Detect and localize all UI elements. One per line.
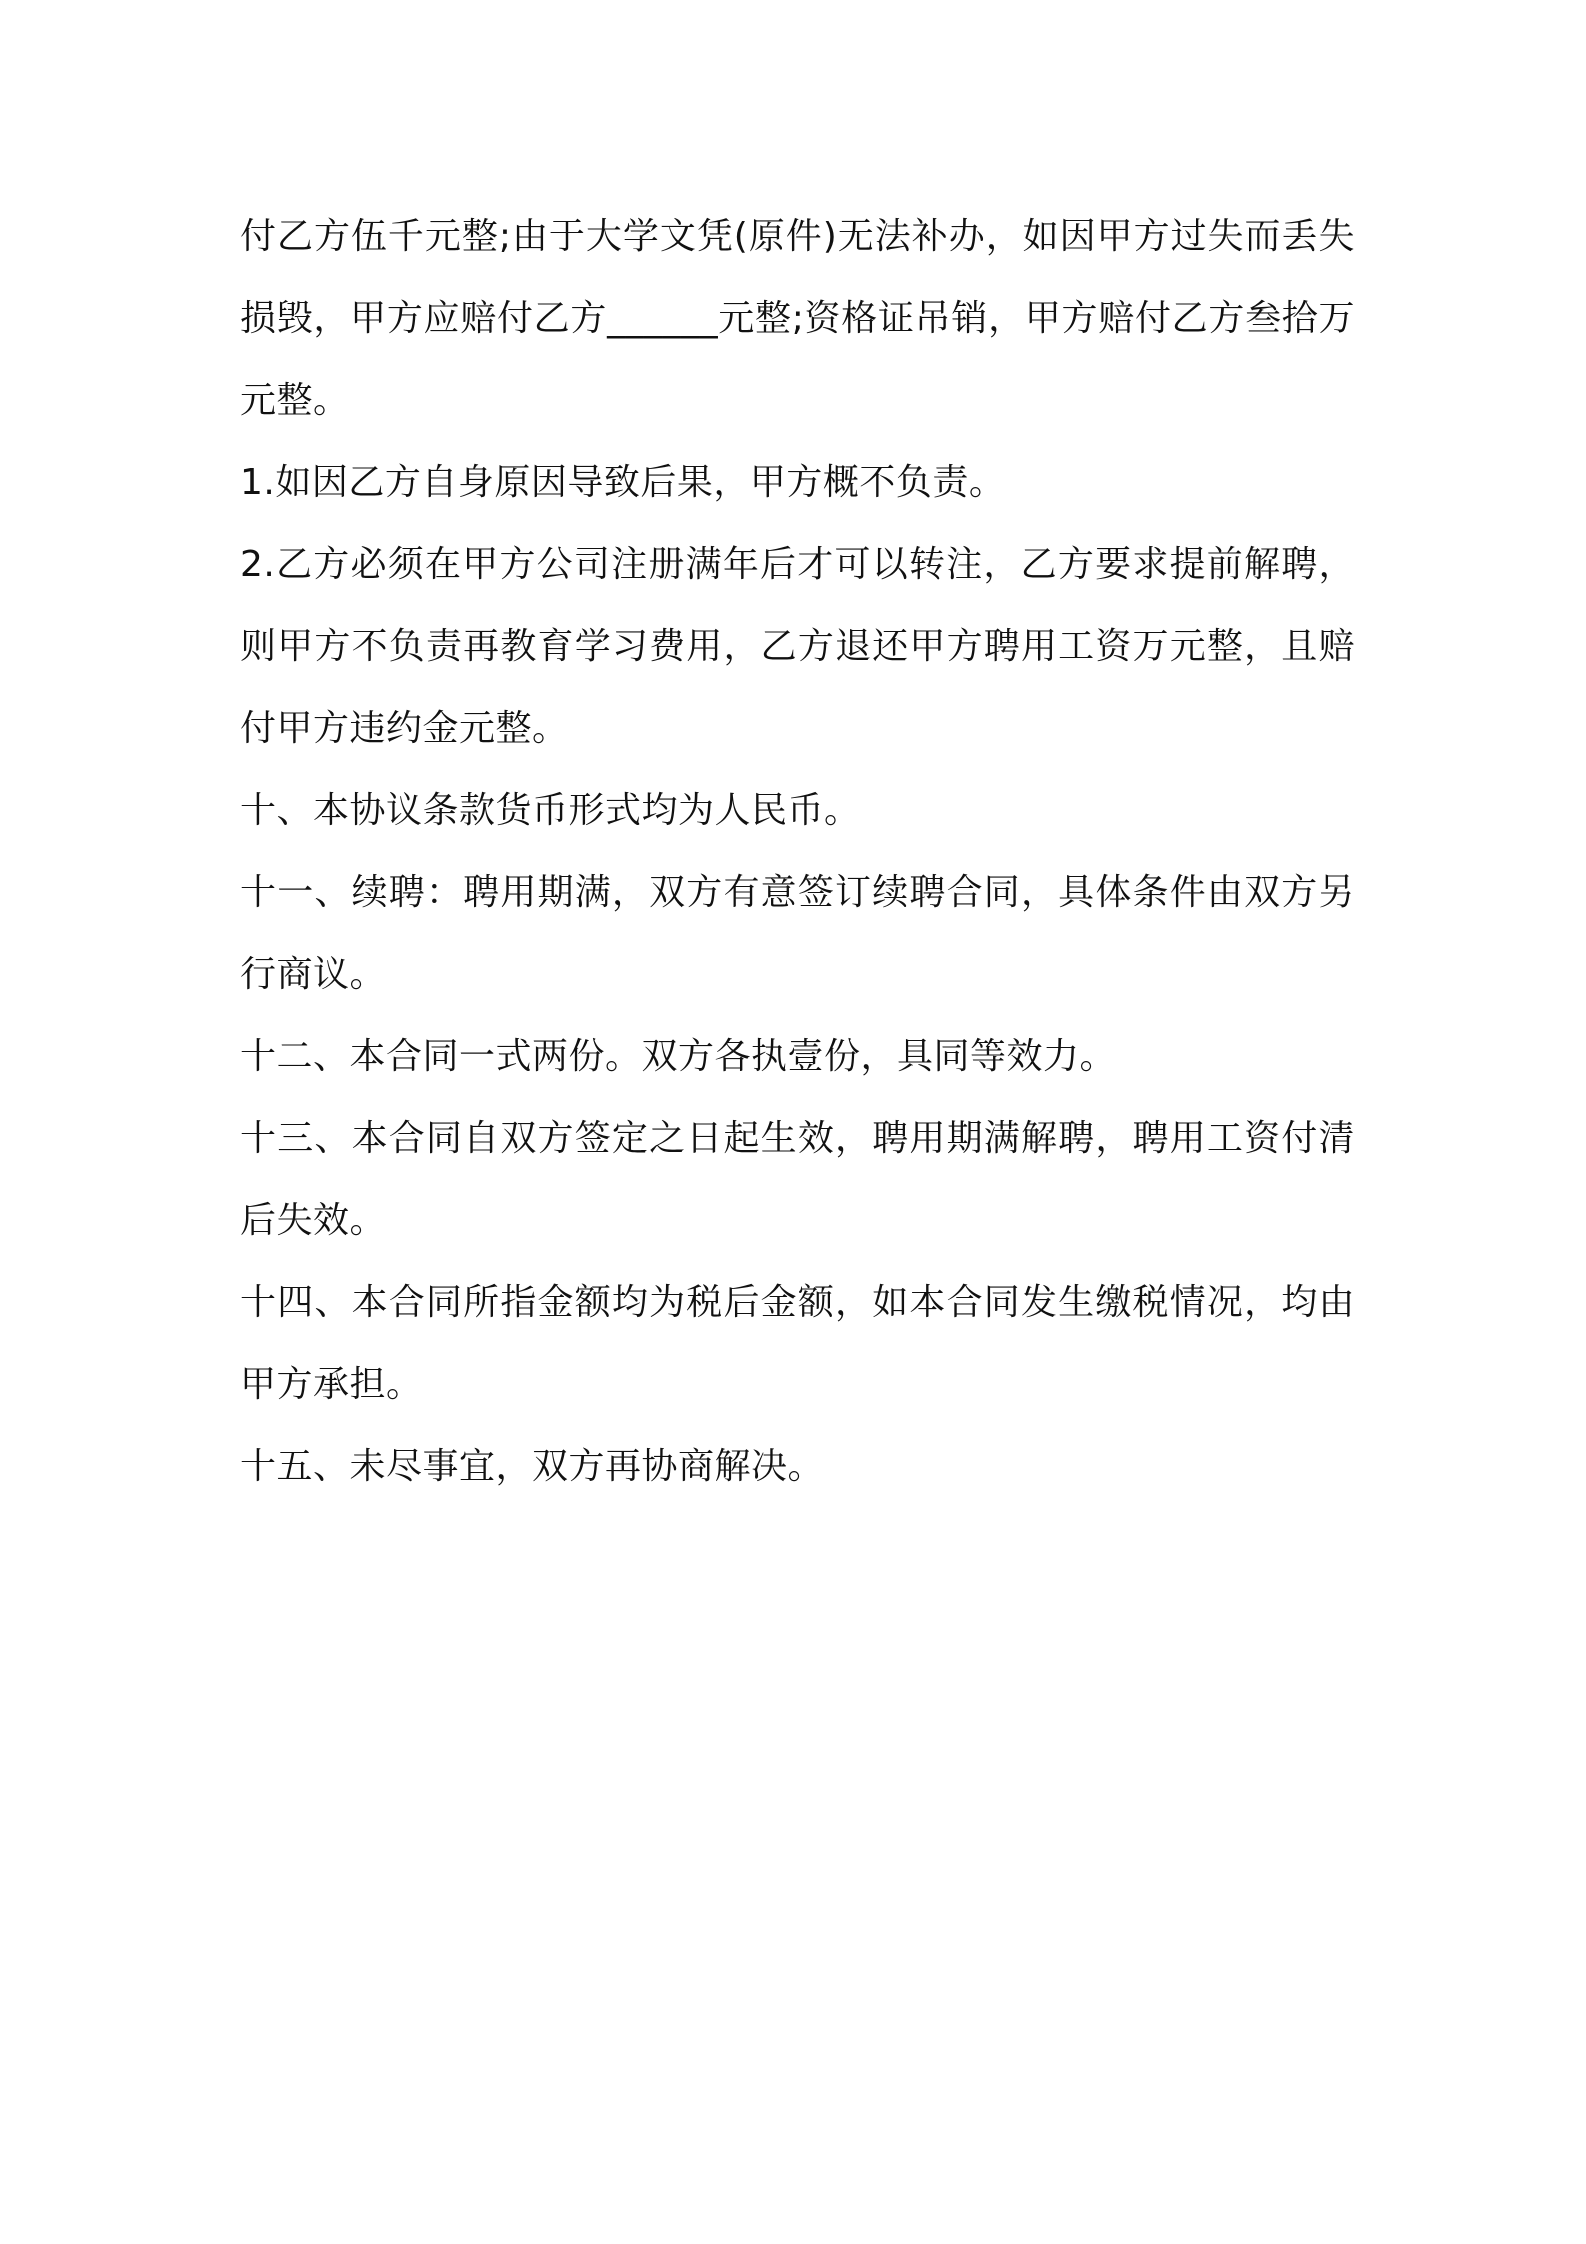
paragraph-section-11: 十一、续聘：聘用期满，双方有意签订续聘合同，具体条件由双方另行商议。 bbox=[240, 872, 1355, 995]
paragraph-compensation: 付乙方伍千元整;由于大学文凭(原件)无法补办，如因甲方过失而丢失损毁，甲方应赔付乙方______元整;资格证吊销，甲方赔付乙方叁拾万元整。 bbox=[240, 216, 1355, 421]
paragraph-clause-2: 2.乙方必须在甲方公司注册满年后才可以转注，乙方要求提前解聘，则甲方不负责再教育学习费用，乙方退还甲方聘用工资万元整，且赔付甲方违约金元整。 bbox=[240, 544, 1355, 749]
paragraph-clause-1: 1.如因乙方自身原因导致后果，甲方概不负责。 bbox=[240, 462, 1006, 503]
paragraph-section-10: 十、本协议条款货币形式均为人民币。 bbox=[240, 790, 861, 831]
document-body bbox=[240, 196, 1355, 1508]
paragraph-section-14: 十四、本合同所指金额均为税后金额，如本合同发生缴税情况，均由甲方承担。 bbox=[240, 1282, 1355, 1405]
paragraph-section-15: 十五、未尽事宜，双方再协商解决。 bbox=[240, 1446, 825, 1487]
paragraph-section-12: 十二、本合同一式两份。双方各执壹份，具同等效力。 bbox=[240, 1036, 1117, 1077]
paragraph-section-13: 十三、本合同自双方签定之日起生效，聘用期满解聘，聘用工资付清后失效。 bbox=[240, 1118, 1355, 1241]
